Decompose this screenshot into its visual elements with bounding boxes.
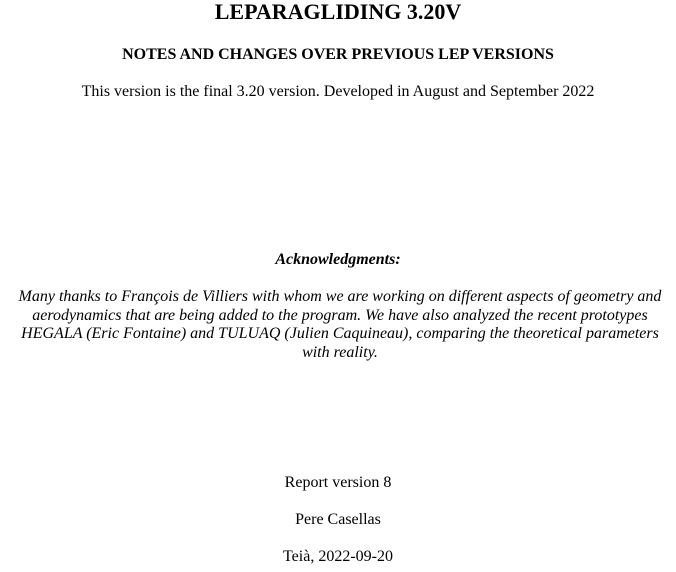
report-version: Report version 8 xyxy=(284,474,392,491)
acknowledgments-line: with reality. xyxy=(302,343,378,361)
version-intro: This version is the final 3.20 version. Developed in August and September 2022 xyxy=(81,83,595,100)
document-subtitle: NOTES AND CHANGES OVER PREVIOUS LEP VERSIONS xyxy=(122,46,554,63)
acknowledgments-text xyxy=(12,288,668,362)
document-title: LEPARAGLIDING 3.20V xyxy=(214,0,462,24)
author-name: Pere Casellas xyxy=(295,511,381,528)
place-and-date: Teià, 2022-09-20 xyxy=(283,548,393,565)
acknowledgments-line: aerodynamics that are being added to the program. We have also analyzed the recent prototypes xyxy=(32,306,648,324)
acknowledgments-heading: Acknowledgments: xyxy=(275,251,401,268)
acknowledgments-line: HEGALA (Eric Fontaine) and TULUAQ (Julien Caquineau), comparing the theoretical parameters xyxy=(21,325,659,342)
acknowledgments-line: Many thanks to François de Villiers with whom we are working on different aspects of geometry and xyxy=(18,288,662,305)
